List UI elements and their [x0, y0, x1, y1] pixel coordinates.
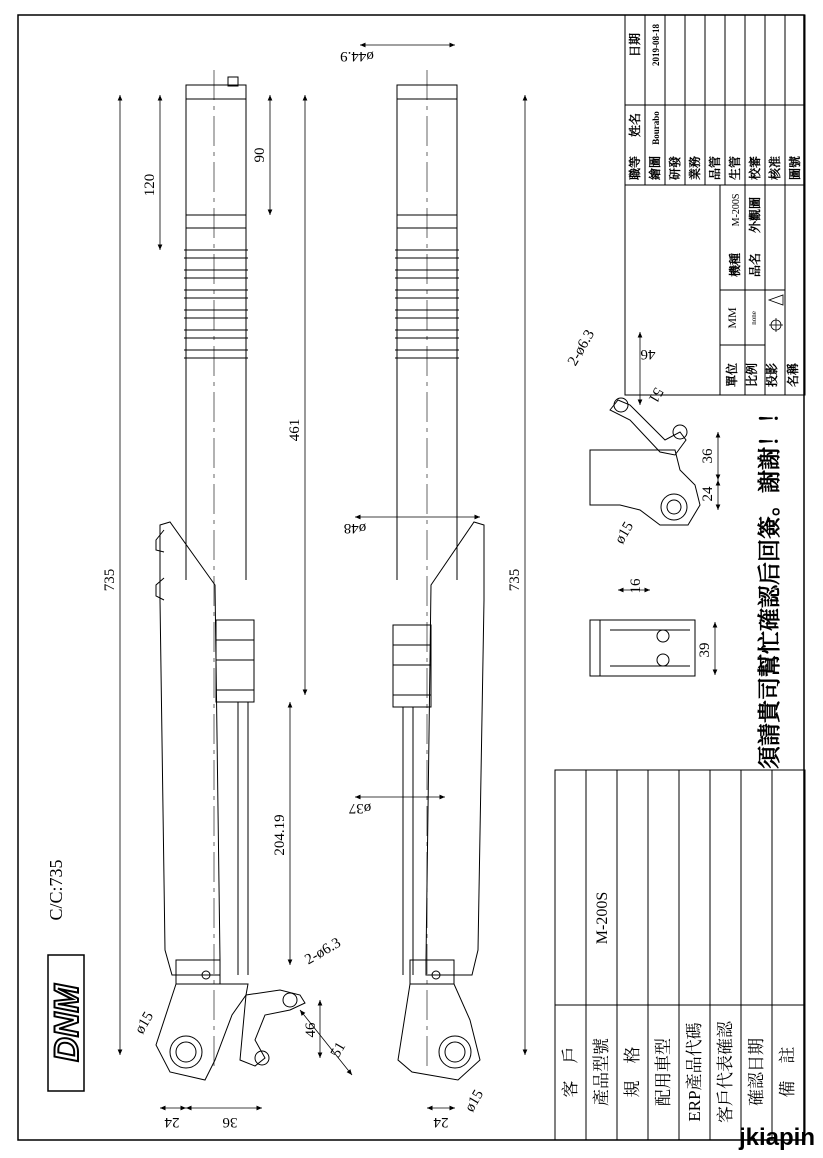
- info-label-date: 確認日期: [747, 1038, 766, 1106]
- caliper-detail: [590, 398, 700, 525]
- dim-phi15-detail: ø15: [611, 519, 638, 547]
- dim-90: 90: [252, 147, 268, 163]
- tb-name2-label: 名稱: [786, 362, 800, 388]
- brand-text: DNM: [48, 984, 86, 1062]
- tb-name-value: 外觀圖: [748, 196, 762, 234]
- tb-role-pc: 生管: [728, 155, 742, 181]
- dimension-lines: [120, 45, 718, 1108]
- dim-735-right: 735: [507, 568, 523, 592]
- tb-proj-label: 投影: [765, 362, 779, 388]
- dim-51-detail: 51: [644, 384, 667, 406]
- fork-right-view: [393, 70, 484, 1080]
- tb-role-dwgno: 圖號: [788, 155, 802, 181]
- dim-120: 120: [142, 173, 158, 197]
- info-label-spec: 規 格: [623, 1046, 642, 1098]
- sheet-border: [18, 15, 804, 1140]
- clamp-detail: [590, 620, 695, 676]
- info-label-model: 產品型號: [592, 1038, 611, 1106]
- dim-461: 461: [287, 418, 303, 442]
- tb-model-value: M-200S: [731, 193, 742, 227]
- info-value-model: M-200S: [594, 891, 611, 945]
- info-label-note: 備 註: [778, 1046, 797, 1098]
- title-block-text: [627, 24, 802, 388]
- dim-holes-detail: 2-ø6.3: [564, 327, 599, 369]
- dim-204: 204.19: [272, 814, 288, 856]
- dim-735-left: 735: [102, 568, 118, 592]
- info-label-vehicle: 配用車型: [654, 1038, 673, 1106]
- tb-role-draw: 繪圖: [648, 155, 662, 181]
- dim-36-detail: 36: [700, 448, 716, 464]
- tb-scale-label: 比例: [745, 362, 759, 388]
- info-label-erp: ERP產品代碼: [685, 1022, 704, 1122]
- tb-scale-value: none: [750, 311, 758, 325]
- brand-logo: [48, 955, 86, 1091]
- dim-phi15-left: ø15: [131, 1009, 158, 1037]
- tb-role-qc: 品管: [708, 155, 722, 181]
- dimension-labels: [102, 48, 716, 1130]
- dim-phi449: ø44.9: [340, 48, 374, 64]
- cc-label: C/C:735: [46, 859, 66, 921]
- dim-46-left: 46: [303, 1022, 319, 1038]
- dim-phi37: ø37: [348, 800, 372, 816]
- tb-head-date: 日期: [628, 32, 642, 58]
- fork-left-view: [156, 70, 305, 1080]
- watermark: jkiapin: [738, 1124, 815, 1151]
- dim-phi15-right: ø15: [461, 1087, 488, 1115]
- dim-36-left: 36: [222, 1114, 238, 1130]
- tb-role-rd: 研發: [668, 155, 682, 181]
- title-block: [625, 15, 805, 395]
- dim-46-detail: 46: [640, 346, 656, 362]
- dim-39: 39: [697, 642, 713, 658]
- tb-unit-label: 單位: [725, 362, 739, 388]
- dim-24-detail: 24: [700, 486, 716, 502]
- tb-unit-value: MM: [725, 307, 739, 329]
- tb-name-label: 品名: [748, 252, 762, 278]
- info-label-rep: 客戶代表確認: [716, 1021, 735, 1123]
- dim-holes-left: 2-ø6.3: [302, 934, 344, 969]
- dim-51-left: 51: [327, 1039, 350, 1061]
- tb-model-label: 機種: [728, 252, 742, 278]
- dim-24-right: 24: [433, 1114, 449, 1130]
- dim-phi48: ø48: [343, 520, 367, 536]
- projection-symbol-icon: [769, 295, 783, 332]
- tb-drawer: Bourabo: [651, 111, 661, 145]
- info-label-customer: 客 戶: [561, 1046, 580, 1098]
- notice-text: 須請貴司幫忙確認后回簽。謝謝！！: [757, 401, 782, 769]
- tb-role-review: 校審: [748, 155, 762, 181]
- tb-role-biz: 業務: [688, 155, 702, 181]
- tb-head-name: 姓名: [628, 112, 642, 138]
- tb-date: 2019-08-18: [651, 24, 661, 66]
- tb-role-approve: 核准: [768, 155, 782, 181]
- tb-head-rank: 職等: [628, 155, 642, 181]
- dim-24-left: 24: [164, 1114, 180, 1130]
- dim-16: 16: [628, 578, 644, 594]
